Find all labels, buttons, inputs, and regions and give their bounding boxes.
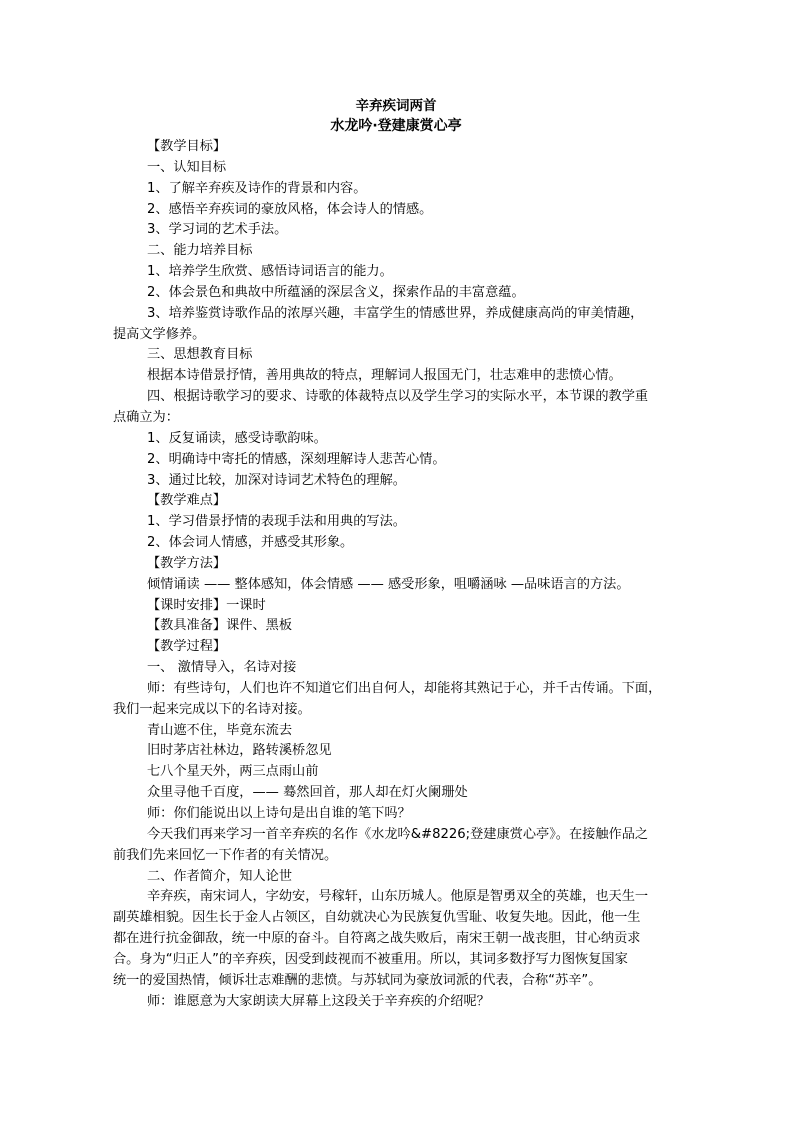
body-line: 1、培养学生欣赏、感悟诗词语言的能力。 xyxy=(147,264,393,280)
body-line: 【教学目标】 xyxy=(147,139,227,154)
body-line: 四、根据诗歌学习的要求、诗歌的体裁特点以及学生学习的实际水平，本节课的教学重 xyxy=(147,389,649,405)
body-line: 师：有些诗句，人们也许不知道它们出自何人，却能将其熟记于心，并千古传诵。下面， xyxy=(147,680,662,696)
body-line: 统一的爱国热情，倾诉壮志难酬的悲愤。与苏轼同为豪放词派的代表，合称“苏辛”。 xyxy=(113,972,602,988)
body-line: 我们一起来完成以下的名诗对接。 xyxy=(113,701,311,717)
body-line: 1、反复诵读，感受诗歌韵味。 xyxy=(147,430,327,446)
document-title: 辛弃疾词两首 xyxy=(355,98,437,114)
body-line: 根据本诗借景抒情，善用典故的特点，理解词人报国无门，壮志难申的悲愤心情。 xyxy=(147,368,622,384)
body-line: 一、认知目标 xyxy=(147,159,227,175)
body-line: 3、培养鉴赏诗歌作品的浓厚兴趣，丰富学生的情感世界，养成健康高尚的审美情趣， xyxy=(147,305,644,321)
body-line: 【课时安排】一课时 xyxy=(147,597,266,613)
document-page xyxy=(113,96,679,1012)
body-line: 1、学习借景抒情的表现手法和用典的写法。 xyxy=(147,514,406,530)
body-line: 副英雄相貌。因生长于金人占领区，自幼就决心为民族复仇雪耻、收复失地。因此，他一生 xyxy=(113,910,641,926)
body-line: 师：你们能说出以上诗句是出自谁的笔下吗？ xyxy=(147,806,411,821)
body-line: 今天我们再来学习一首辛弃疾的名作《水龙吟&#8226;登建康赏心亭》。在接触作品之 xyxy=(147,826,649,842)
body-line: 辛弃疾，南宋词人，字幼安，号稼轩，山东历城人。他原是智勇双全的英雄，也天生一 xyxy=(147,889,649,905)
body-line: 前我们先来回忆一下作者的有关情况。 xyxy=(113,847,338,863)
body-line: 2、明确诗中寄托的情感，深刻理解诗人悲苦心情。 xyxy=(147,451,446,467)
body-line: 提高文学修养。 xyxy=(113,326,206,342)
body-line: 倾情诵读 —— 整体感知，体会情感 —— 感受形象，咀嚼涵咏 —品味语言的方法。 xyxy=(147,576,630,592)
document-subtitle: 水龙吟·登建康赏心亭 xyxy=(330,118,462,134)
body-line: 2、体会景色和典故中所蕴涵的深层含义，探索作品的丰富意蕴。 xyxy=(147,284,525,300)
body-line: 2、感悟辛弃疾词的豪放风格，体会诗人的情感。 xyxy=(147,201,433,217)
body-line: 【教具准备】课件、黑板 xyxy=(147,618,293,634)
document-body xyxy=(113,137,679,1012)
body-line: 众里寻他千百度，—— 蓦然回首，那人却在灯火阑珊处 xyxy=(147,785,468,801)
body-line: 2、体会词人情感，并感受其形象。 xyxy=(147,535,354,551)
body-line: 旧时茅店社林边，路转溪桥忽见 xyxy=(147,743,332,759)
body-line: 点确立为： xyxy=(113,409,179,425)
body-line: 3、通过比较，加深对诗词艺术特色的理解。 xyxy=(147,472,406,488)
body-line: 二、能力培养目标 xyxy=(147,243,253,259)
body-line: 都在进行抗金御敌，统一中原的奋斗。自符离之战失败后，南宋王朝一战丧胆，甘心纳贡求 xyxy=(113,931,641,947)
body-line: 【教学方法】 xyxy=(147,555,227,571)
body-line: 青山遮不住，毕竟东流去 xyxy=(147,722,293,738)
body-line: 七八个星天外，两三点雨山前 xyxy=(147,764,319,780)
body-line: 【教学难点】 xyxy=(147,493,227,509)
body-line: 三、思想教育目标 xyxy=(147,347,253,363)
body-line: 【教学过程】 xyxy=(147,639,227,655)
body-line: 一、 激情导入，名诗对接 xyxy=(147,660,297,676)
body-line: 师：谁愿意为大家朗读大屏幕上这段关于辛弃疾的介绍呢？ xyxy=(147,993,490,1009)
body-line: 3、学习词的艺术手法。 xyxy=(147,222,288,238)
body-line: 二、作者简介，知人论世 xyxy=(147,868,293,884)
body-line: 合。身为“归正人”的辛弃疾，因受到歧视而不被重用。所以，其词多数抒写力图恢复国家 xyxy=(113,951,628,967)
body-line: 1、了解辛弃疾及诗作的背景和内容。 xyxy=(147,180,367,196)
